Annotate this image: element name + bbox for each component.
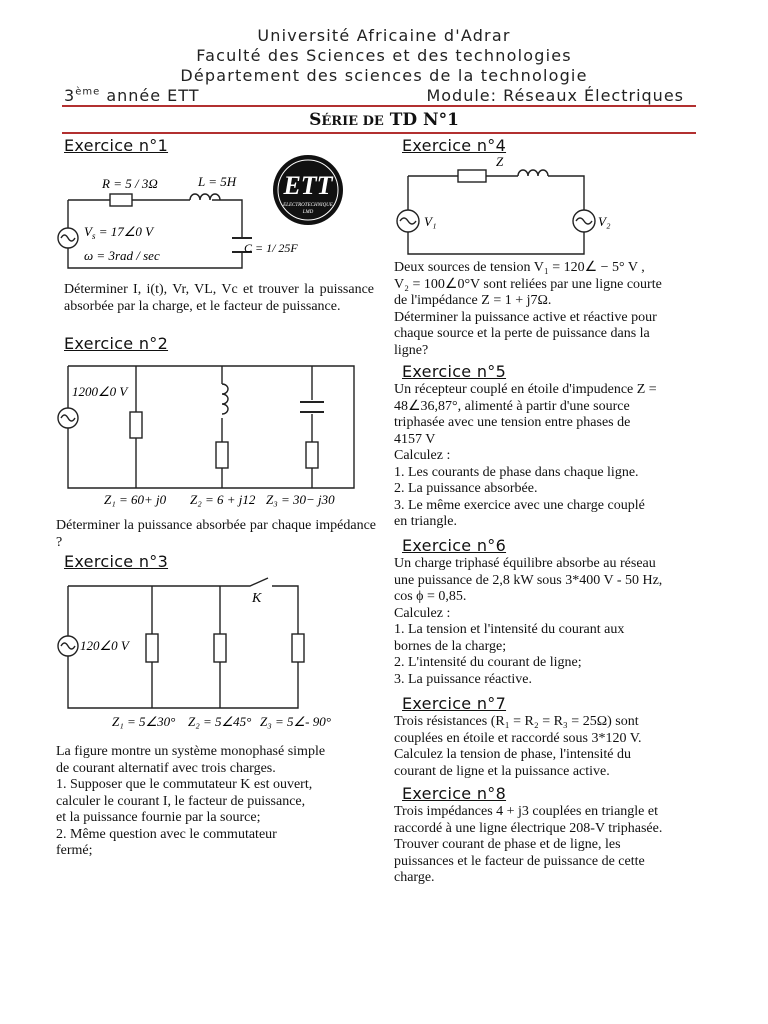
ex3-line: de courant alternatif avec trois charges. (56, 760, 276, 776)
ex4-line: V₂ = 100∠0°V sont reliées par une ligne courte (394, 276, 662, 292)
ex6-line: cos ϕ = 0,85. (394, 589, 467, 604)
exercise-3-circuit (54, 576, 364, 732)
ex2-z2-label: Z₂ = 6 + j12 (190, 492, 256, 507)
logo-text: ETT (283, 171, 333, 200)
ex5-line: 4157 V (394, 431, 436, 447)
exercise-4-circuit (396, 156, 626, 262)
ex4-line: Deux sources de tension V₁ = 120∠ − 5° V , (394, 260, 645, 275)
ex3-line: 1. Supposer que le commutateur K est ouvert, (56, 777, 313, 792)
ex4-v2-label: V₂ (598, 214, 611, 229)
ex3-line: 2. Même question avec le commutateur (56, 826, 277, 842)
ex3-z3-label: Z₃ = 5∠- 90° (260, 714, 331, 729)
ett-logo (272, 154, 344, 226)
ex1-r-label: R = 5 / 3Ω (102, 176, 158, 191)
ex6-line: Un charge triphasé équilibre absorbe au réseau (394, 556, 656, 571)
ex8-line: puissances et le facteur de puissance de cette (394, 853, 645, 869)
exercise-2-title: Exercice n°2 (64, 334, 169, 353)
ex2-z3-label: Z₃ = 30− j30 (266, 492, 335, 507)
exercise-5-title: Exercice n°5 (402, 362, 507, 381)
exercise-7-title: Exercice n°7 (402, 694, 507, 713)
exercise-3-title: Exercice n°3 (64, 552, 169, 571)
ex5-line: en triangle. (394, 514, 457, 529)
exercise-6-title: Exercice n°6 (402, 536, 507, 555)
ex4-v1-label: V₁ (424, 214, 437, 229)
ex6-line: Calculez : (394, 605, 451, 621)
ex1-c-label: C = 1/ 25F (244, 241, 298, 255)
title-divider (62, 132, 696, 134)
ex4-line: ligne? (394, 342, 429, 358)
ex5-line: 1. Les courants de phase dans chaque ligne. (394, 464, 639, 480)
year-label: 3ème année ETT (64, 86, 200, 105)
ex3-z1-label: Z₁ = 5∠30° (112, 714, 176, 729)
ex5-line: Un récepteur couplé en étoile d'impudence Z = (394, 382, 657, 397)
ex6-line: bornes de la charge; (394, 638, 507, 654)
ex3-line: fermé; (56, 843, 93, 858)
ex4-z-label: Z (496, 154, 504, 169)
exercise-4-title: Exercice n°4 (402, 136, 507, 155)
ex3-switch-label: K (252, 591, 262, 606)
logo-sub1: ELECTROTECHNIQUE (283, 203, 333, 208)
ex1-vs-label: $V_s$ = 17∠0 V (84, 224, 154, 241)
exercise-2-circuit (56, 356, 376, 512)
exercise-2-text: Déterminer la puissance absorbée par chaque impédance ? (56, 518, 376, 550)
header-divider (62, 105, 696, 107)
exercise-6-text (394, 556, 662, 688)
ex8-line: raccordé à une ligne électrique 208-V triphasée. (394, 820, 663, 836)
module-label: Module: Réseaux Électriques (426, 86, 684, 105)
ex5-line: Calculez : (394, 448, 451, 463)
ex5-line: 48∠36,87°, alimenté à partir d'une source (394, 398, 630, 414)
department-name: Département des sciences de la technologie (180, 66, 588, 85)
ex1-l-label: L = 5H (198, 174, 237, 189)
exercise-7-text (394, 714, 642, 780)
ex8-line: charge. (394, 870, 435, 885)
ex2-source-label: 1200∠0 V (72, 384, 128, 399)
faculty-name: Faculté des Sciences et des technologies (196, 46, 572, 65)
exercise-5-text (394, 382, 657, 531)
page-title: SÉRIE DE TD N°1 (309, 110, 459, 130)
ex3-z2-label: Z₂ = 5∠45° (188, 714, 252, 729)
exercise-3-text (56, 744, 325, 860)
ex7-line: couplées en étoile et raccordé sous 3*120 V. (394, 730, 642, 746)
exercise-8-title: Exercice n°8 (402, 784, 507, 803)
ex7-line: courant de ligne et la puissance active. (394, 763, 610, 779)
ex6-line: 3. La puissance réactive. (394, 671, 532, 687)
exercise-1-circuit (60, 160, 298, 280)
ex3-line: La figure montre un système monophasé simple (56, 744, 326, 759)
ex2-z1-label: Z₁ = 60+ j0 (104, 492, 167, 507)
ex1-omega-label: ω = 3rad / sec (84, 248, 160, 263)
ex6-line: 2. L'intensité du courant de ligne; (394, 655, 582, 670)
ex6-line: une puissance de 2,8 kW sous 3*400 V - 50 Hz, (394, 572, 663, 588)
ex4-line: Déterminer la puissance active et réactive pour (394, 309, 657, 325)
ex5-line: triphasée avec une tension entre phases de (394, 415, 631, 430)
ex4-line: chaque source et la perte de puissance dans la (394, 326, 650, 341)
ex7-line: Calculez la tension de phase, l'intensité du (394, 747, 631, 762)
ex7-line: Trois résistances (R₁ = R₂ = R₃ = 25Ω) sont (394, 714, 639, 729)
ex6-line: 1. La tension et l'intensité du courant aux (394, 622, 625, 637)
exercise-4-text (394, 260, 662, 359)
ex3-line: calculer le courant I, le facteur de puissance, (56, 793, 306, 809)
ex8-line: Trois impédances 4 + j3 couplées en triangle et (394, 804, 658, 819)
logo-sub2: LMD (302, 210, 314, 215)
ex8-line: Trouver courant de phase et de ligne, les (394, 837, 621, 852)
exercise-8-text (394, 804, 662, 887)
ex3-line: et la puissance fournie par la source; (56, 810, 261, 825)
university-name: Université Africaine d'Adrar (257, 26, 511, 45)
exercise-1-title: Exercice n°1 (64, 136, 169, 155)
ex5-line: 3. Le même exercice avec une charge couplé (394, 497, 645, 513)
ex5-line: 2. La puissance absorbée. (394, 481, 538, 496)
exercise-1-text: Déterminer I, i(t), Vr, VL, Vc et trouver la puissance absorbée par la charge, et le facteur de puissance. (64, 282, 374, 314)
ex3-source-label: 120∠0 V (80, 638, 129, 653)
ex4-line: de l'impédance Z = 1 + j7Ω. (394, 293, 552, 308)
